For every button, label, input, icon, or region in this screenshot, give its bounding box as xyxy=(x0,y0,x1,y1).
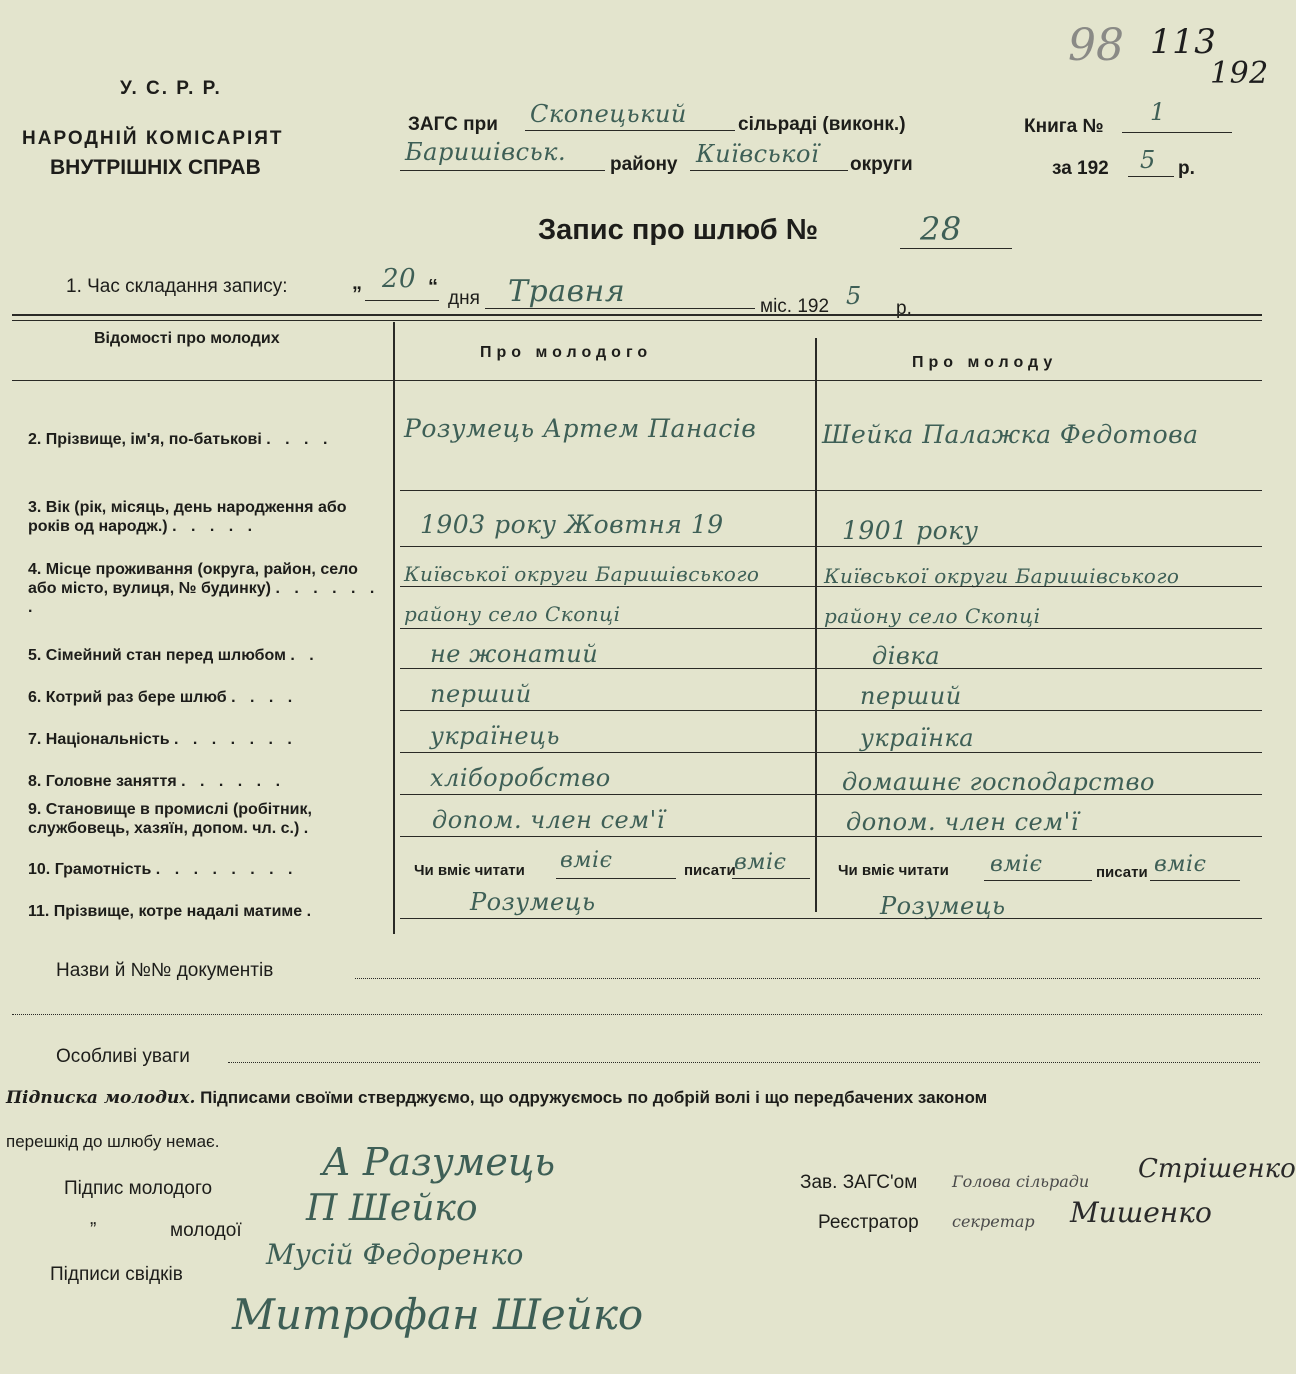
month-label: міс. 192 xyxy=(760,296,830,317)
bride-write-label: писати xyxy=(1096,864,1148,881)
groom-write-label: писати xyxy=(684,862,736,879)
quote-open: „ xyxy=(352,272,362,294)
row-label-literacy: 10. Грамотність . . . . . . . . xyxy=(28,861,298,878)
bride-nationality: українка xyxy=(860,724,975,752)
zags-prefix: ЗАГС при xyxy=(408,114,498,135)
groom-occupation: хліборобство xyxy=(430,764,611,792)
documents-line xyxy=(355,978,1260,979)
groom-position: допом. член сем'ї xyxy=(432,806,665,834)
year-handwritten: 5 xyxy=(1140,146,1156,174)
row-label-surname: 11. Прізвище, котре надалі матиме . xyxy=(28,903,317,920)
archive-number-2: 192 xyxy=(1210,56,1269,91)
district-handwritten: Баришівськ. xyxy=(405,138,567,166)
time-label: 1. Час складання запису: xyxy=(66,276,288,297)
district-underline xyxy=(400,170,605,171)
registrar-label: Реєстратор xyxy=(818,1212,919,1233)
record-number-handwritten: 28 xyxy=(920,210,962,248)
groom-times: перший xyxy=(430,680,532,708)
groom-signature-label: Підпис молодого xyxy=(64,1178,213,1199)
bride-read-label: Чи вміє читати xyxy=(838,862,949,879)
groom-future-surname: Розумець xyxy=(470,888,596,916)
bride-occupation: домашнє господарство xyxy=(842,768,1155,796)
groom-status: не жонатий xyxy=(430,640,599,668)
commissariat-line2: ВНУТРІШНІХ СПРАВ xyxy=(50,156,261,179)
book-label: Книга № xyxy=(1024,116,1104,137)
row-occupation-rule xyxy=(400,794,1262,795)
bride-position: допом. член сем'ї xyxy=(846,808,1079,836)
declaration-text1: Підписами своїми стверджуємо, що одружуємось по добрій волі і що передбачених законом xyxy=(200,1088,988,1107)
row-status-rule xyxy=(400,668,1262,669)
commissariat-line1: НАРОДНІЙ КОМІСАРІЯТ xyxy=(22,128,284,149)
groom-nationality: українець xyxy=(430,722,560,750)
month-underline xyxy=(485,308,755,309)
council-suffix: сільраді (виконк.) xyxy=(738,114,906,135)
row-nationality-rule xyxy=(400,752,1262,753)
groom-birth: 1903 року Жовтня 19 xyxy=(420,510,724,539)
time-year-suffix: р. xyxy=(896,298,912,319)
witness-label: Підписи свідків xyxy=(50,1264,183,1285)
row-label-status: 5. Сімейний стан перед шлюбом . . xyxy=(28,647,319,664)
row-label-age: 3. Вік (рік, місяць, день народження або років од народж.) . . . . . xyxy=(28,499,347,535)
bride-status: дівка xyxy=(872,642,940,670)
bride-signature: П Шейко xyxy=(306,1188,478,1229)
row-name-rule xyxy=(400,490,1262,491)
year-underline xyxy=(1128,176,1174,177)
table-divider-1 xyxy=(393,322,395,934)
book-underline xyxy=(1122,132,1232,133)
declaration-text2: перешкід до шлюбу немає. xyxy=(6,1132,220,1151)
row-literacy-rule-1 xyxy=(556,878,676,879)
quote-close: “ xyxy=(428,276,438,298)
book-number-handwritten: 1 xyxy=(1150,98,1166,126)
row-label-position: 9. Становище в промислі (робітник, службовець, хазяїн, допом. чл. с.) . xyxy=(28,801,314,837)
okruha-underline xyxy=(690,170,848,171)
declaration-lead: Підписка молодих. xyxy=(6,1088,196,1108)
bride-write-value: вміє xyxy=(1154,852,1207,877)
row-position-rule xyxy=(400,836,1262,837)
table-header-bride: Про молоду xyxy=(912,354,1058,371)
row-residence-rule-1 xyxy=(400,586,1262,587)
table-top-rule-1 xyxy=(12,314,1262,316)
day-underline xyxy=(365,300,439,301)
year-prefix: за 192 xyxy=(1052,158,1109,179)
day-label: дня xyxy=(448,288,480,309)
row-times-rule xyxy=(400,710,1262,711)
groom-name: Розумець Артем Панасів xyxy=(404,414,757,443)
bride-residence: Київської округи Баришівського району село Скопці xyxy=(824,564,1180,628)
district-label: району xyxy=(610,154,678,175)
okruha-handwritten: Київської xyxy=(696,140,820,168)
registrar-role: секретар xyxy=(952,1212,1035,1231)
groom-write-value: вміє xyxy=(734,850,787,875)
row-label-name: 2. Прізвище, ім'я, по-батькові . . . . xyxy=(28,431,333,448)
table-header-groom: Про молодого xyxy=(480,344,653,361)
table-top-rule-2 xyxy=(12,320,1262,321)
republic-label: У. С. Р. Р. xyxy=(120,78,222,99)
table-header-labels: Відомості про молодих xyxy=(94,330,280,347)
documents-label: Назви й №№ документів xyxy=(56,960,274,981)
zags-head-label: Зав. ЗАГС'ом xyxy=(800,1172,918,1193)
bride-name: Шейка Палажка Федотова xyxy=(822,420,1199,449)
row-surname-rule xyxy=(400,918,1262,919)
row-label-times: 6. Котрий раз бере шлюб . . . . xyxy=(28,689,298,706)
pencil-archive-mark: 98 xyxy=(1068,20,1124,71)
time-year-handwritten: 5 xyxy=(846,282,862,310)
row-label-residence: 4. Місце проживання (округа, район, село або місто, вулиця, № будинку) . . . . . . . xyxy=(28,561,380,616)
village-underline xyxy=(525,130,735,131)
zags-head-signature: Стрішенко xyxy=(1138,1154,1296,1184)
row-age-rule xyxy=(400,546,1262,547)
row-residence-rule-2 xyxy=(400,628,1262,629)
day-handwritten: 20 xyxy=(382,264,417,294)
bride-times: перший xyxy=(860,682,962,710)
groom-read-label: Чи вміє читати xyxy=(414,862,525,879)
special-notes-line xyxy=(228,1062,1260,1063)
village-handwritten: Скопецький xyxy=(530,100,687,128)
okruha-label: округи xyxy=(850,154,913,175)
record-number-underline xyxy=(900,248,1012,249)
row-literacy-rule-2 xyxy=(732,878,810,879)
zags-head-role: Голова сільради xyxy=(952,1172,1090,1191)
bride-future-surname: Розумець xyxy=(880,892,1006,920)
groom-signature: А Разумець xyxy=(322,1140,556,1184)
row-literacy-rule-4 xyxy=(1150,880,1240,881)
record-title: Запис про шлюб № xyxy=(538,214,819,246)
archive-number-1: 113 xyxy=(1150,22,1217,62)
bride-read-value: вміє xyxy=(990,852,1043,877)
row-label-occupation: 8. Головне заняття . . . . . . xyxy=(28,773,286,790)
row-literacy-rule-3 xyxy=(984,880,1092,881)
documents-line-2 xyxy=(12,1014,1262,1015)
bride-signature-label: молодої xyxy=(170,1220,242,1241)
registrar-signature: Мишенко xyxy=(1070,1196,1212,1229)
table-header-bottom-rule xyxy=(12,380,1262,381)
declaration-line1 xyxy=(6,1088,987,1108)
month-handwritten: Травня xyxy=(508,274,626,309)
table-divider-2 xyxy=(815,338,817,912)
groom-residence: Київської округи Баришівського району село Скопці xyxy=(404,562,760,626)
witness-signature-1: Мусій Федоренко xyxy=(266,1238,524,1271)
witness-signature-2: Митрофан Шейко xyxy=(232,1290,644,1339)
bride-quote: „ xyxy=(90,1208,97,1229)
row-label-nationality: 7. Національність . . . . . . . xyxy=(28,731,297,748)
bride-birth: 1901 року xyxy=(842,516,979,545)
groom-read-value: вміє xyxy=(560,848,613,873)
year-suffix: р. xyxy=(1178,158,1195,179)
special-notes-label: Особливі уваги xyxy=(56,1046,190,1067)
